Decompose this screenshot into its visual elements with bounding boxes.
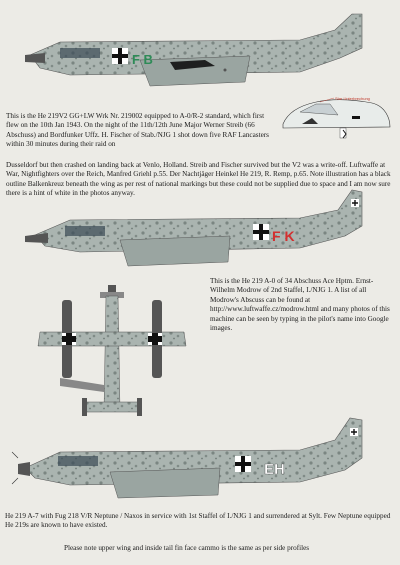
paragraph-a0-modrow: This is the He 219 A-0 of 34 Abschuss Ace Hptm. Ernst-Wilhelm Modrow of 2nd Staffel, I./NJG 1. A list of all Modrow's Abscuss can be found at http://www.luftwaffe.cz/modrow.html and many photos of this machine can be seen by typing in the pilot's name into Google images. (210, 277, 390, 333)
balkenkreuz-marking-bottom (235, 456, 251, 472)
plan-view-aircraft (38, 285, 186, 416)
balkenkreuz-marking-mid (253, 224, 269, 240)
paragraph-cammo-note: Please note upper wing and inside tail fin face cammo is the same as per side profiles (64, 544, 310, 552)
top-fuselage-codes: F B (132, 52, 153, 67)
paragraph-a7-neptune: He 219 A-7 with Fug 218 V/R Neptune / Naxos in service with 1st Staffel of I./NJG 1 and surrendered at Sylt. Few Neptune equipped He 219s are known to have existed. (5, 512, 391, 530)
profile-he219v2 (25, 14, 362, 86)
profile-he219-a0 (25, 190, 362, 266)
nose-detail-inset (283, 96, 390, 138)
paragraph-v2-details: Dusseldorf but then crashed on landing back at Venlo, Holland. Streib and Fischer survived but the V2 was a write-off. Luftwaffe at War, Nightfighters over the Reich, Manfred Griehl p.55. Der Nachtjäger Heinkel He 219, R. Remp, p.65. Note illustration has a black outline Balkenkreuz beneath the wing as per rest of national markings but these could not be supplied due to space and I am now sure there is a hint of white in the photos anyway. (6, 161, 391, 198)
mid-fuselage-codes: F K (272, 228, 295, 244)
star-label: Star Unterbrechung (335, 96, 370, 101)
balkenkreuz-marking (112, 48, 128, 64)
profile-he219-a7 (12, 418, 362, 498)
paragraph-v2-intro: This is the He 219V2 GG+LW Wrk Nr. 219002 equipped to A-0/R-2 standard, which first flew on the 10th Jan 1943. On the night of the 11th/12th June Major Werner Streib (66 Abschuss) and Bordfunker Uffz. H. Fischer of Stab./NJG 1 shot down five RAF Lancasters within 30 minutes during their raid on (6, 112, 269, 149)
bottom-fuselage-codes: EH (264, 461, 285, 478)
